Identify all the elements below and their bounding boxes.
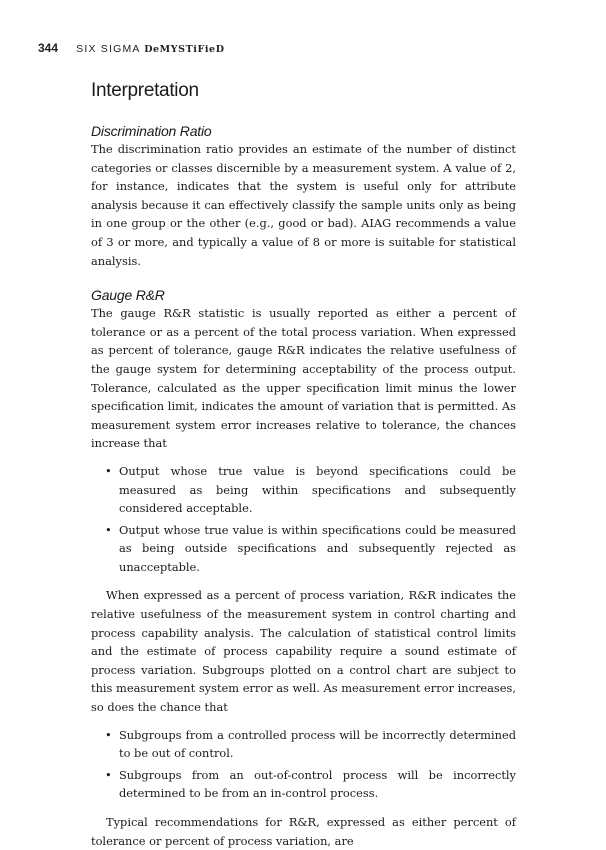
discrimination-ratio-heading: Discrimination Ratio [91, 123, 212, 139]
list-item: • Subgroups from an out-of-control process will be incorrectly determined to be from an in-control process. [91, 766, 516, 803]
section-heading: Interpretation [91, 80, 199, 101]
gauge-rr-paragraph-3: Typical recommendations for R&R, expressed as either percent of tolerance or percent of process variation, are [91, 815, 516, 848]
page-number: 344 [38, 41, 59, 55]
running-head [38, 41, 225, 55]
book-subtitle: DeMYSTiFieD [144, 44, 225, 55]
list-item: • Output whose true value is within specifications could be measured as being outside specifications and subsequently rejected as unacceptable. [91, 521, 516, 577]
discrimination-ratio-paragraph: The discrimination ratio provides an estimate of the number of distinct categories or classes discernible by a measurement system. A value of 2, for instance, indicates that the system is useful only for attribute analysis because it can effectively classify the sample units only as being in one group or the other (e.g., good or bad). AIAG recommends a value of 3 or more, and typically a value of 8 or more is suitable for statistical analysis. [91, 142, 516, 268]
tolerance-risk-list [91, 462, 516, 577]
control-risk-list [91, 726, 516, 803]
page-body [91, 78, 516, 850]
book-title: SIX SIGMA [76, 43, 141, 55]
gauge-rr-paragraph-1: The gauge R&R statistic is usually reported as either a percent of tolerance or as a percent of the total process variation. When expressed as percent of tolerance, gauge R&R indicates the relative usefulness of the gauge system for determining acceptability of the process output. Tolerance, calculated as the upper specification limit minus the lower specification limit, indicates the amount of variation that is permitted. As measurement system error increases relative to tolerance, the chances increase that [91, 306, 516, 451]
list-item: • Output whose true value is beyond specifications could be measured as being within specifications and subsequently considered acceptable. [91, 462, 516, 518]
list-item: • Subgroups from a controlled process will be incorrectly determined to be out of control. [91, 726, 516, 763]
gauge-rr-paragraph-2: When expressed as a percent of process variation, R&R indicates the relative usefulness of the measurement system in control charting and process capability analysis. The calculation of statistical control limits and the estimate of process capability require a sound estimate of process variation. Subgroups plotted on a control chart are subject to this measurement system error as well. As measurement error increases, so does the chance that [91, 588, 516, 715]
gauge-rr-heading: Gauge R&R [91, 287, 165, 304]
